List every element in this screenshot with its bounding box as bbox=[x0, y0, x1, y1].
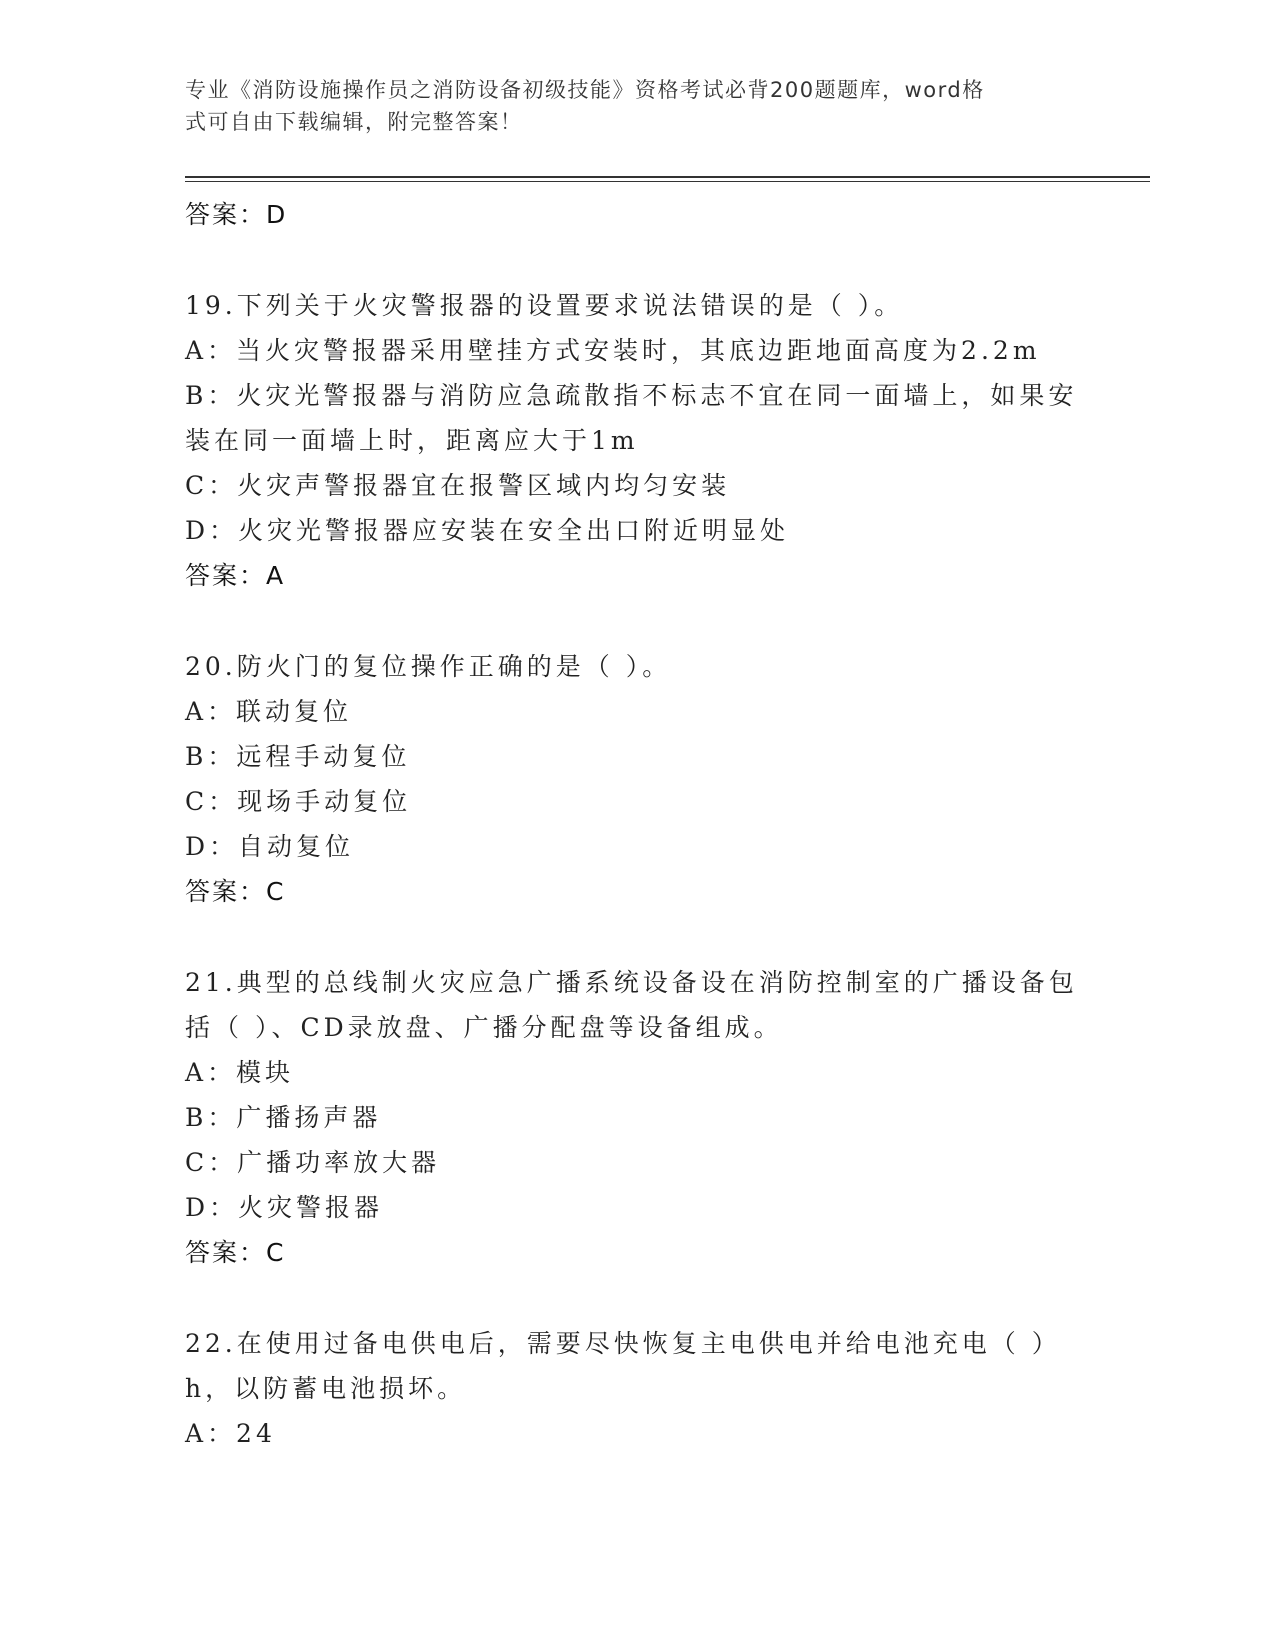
question-list bbox=[185, 192, 1085, 1456]
option-line: D：自动复位 bbox=[185, 832, 355, 861]
answer-line: 答案：A bbox=[185, 561, 286, 590]
question-stem: 21.典型的总线制火灾应急广播系统设备设在消防控制室的广播设备包 bbox=[185, 968, 1078, 997]
question-stem: 20.防火门的复位操作正确的是（ ）。 bbox=[185, 652, 672, 681]
header-rule-thin bbox=[185, 181, 1150, 182]
header-rule-thick bbox=[185, 176, 1150, 178]
option-line: B：火灾光警报器与消防应急疏散指不标志不宜在同一面墙上，如果安 bbox=[185, 381, 1078, 410]
option-line: D：火灾警报器 bbox=[185, 1193, 384, 1222]
question-spacer bbox=[185, 1275, 1085, 1321]
answer-line: 答案：D bbox=[185, 200, 288, 229]
option-line: C：火灾声警报器宜在报警区域内均匀安装 bbox=[185, 471, 731, 500]
option-line: B：广播扬声器 bbox=[185, 1103, 382, 1132]
option-line: A：当火灾警报器采用壁挂方式安装时，其底边距地面高度为2.2m bbox=[185, 336, 1041, 365]
header-line-1: 专业《消防设施操作员之消防设备初级技能》资格考试必背200题题库，word格 bbox=[185, 78, 985, 102]
question-block bbox=[185, 644, 1085, 914]
question-stem: 19.下列关于火灾警报器的设置要求说法错误的是（ ）。 bbox=[185, 291, 904, 320]
question-stem: h，以防蓄电池损坏。 bbox=[185, 1374, 467, 1403]
question-block bbox=[185, 283, 1085, 598]
question-block bbox=[185, 1321, 1085, 1456]
header-line-2: 式可自由下载编辑，附完整答案！ bbox=[185, 110, 523, 134]
document-header bbox=[185, 74, 1065, 138]
question-stem: 22.在使用过备电供电后，需要尽快恢复主电供电并给电池充电（ ） bbox=[185, 1329, 1061, 1358]
question-spacer bbox=[185, 914, 1085, 960]
option-line: A：模块 bbox=[185, 1058, 295, 1087]
question-stem: 括（ ）、CD录放盘、广播分配盘等设备组成。 bbox=[185, 1013, 783, 1042]
option-line: C：现场手动复位 bbox=[185, 787, 412, 816]
option-line: C：广播功率放大器 bbox=[185, 1148, 441, 1177]
option-line: 装在同一面墙上时，距离应大于1m bbox=[185, 426, 639, 455]
answer-line: 答案：C bbox=[185, 1238, 286, 1267]
option-line: B：远程手动复位 bbox=[185, 742, 411, 771]
option-line: A：24 bbox=[185, 1419, 276, 1448]
answer-line: 答案：C bbox=[185, 877, 286, 906]
option-line: D：火灾光警报器应安装在安全出口附近明显处 bbox=[185, 516, 790, 545]
question-spacer bbox=[185, 598, 1085, 644]
option-line: A：联动复位 bbox=[185, 697, 353, 726]
question-block bbox=[185, 960, 1085, 1275]
